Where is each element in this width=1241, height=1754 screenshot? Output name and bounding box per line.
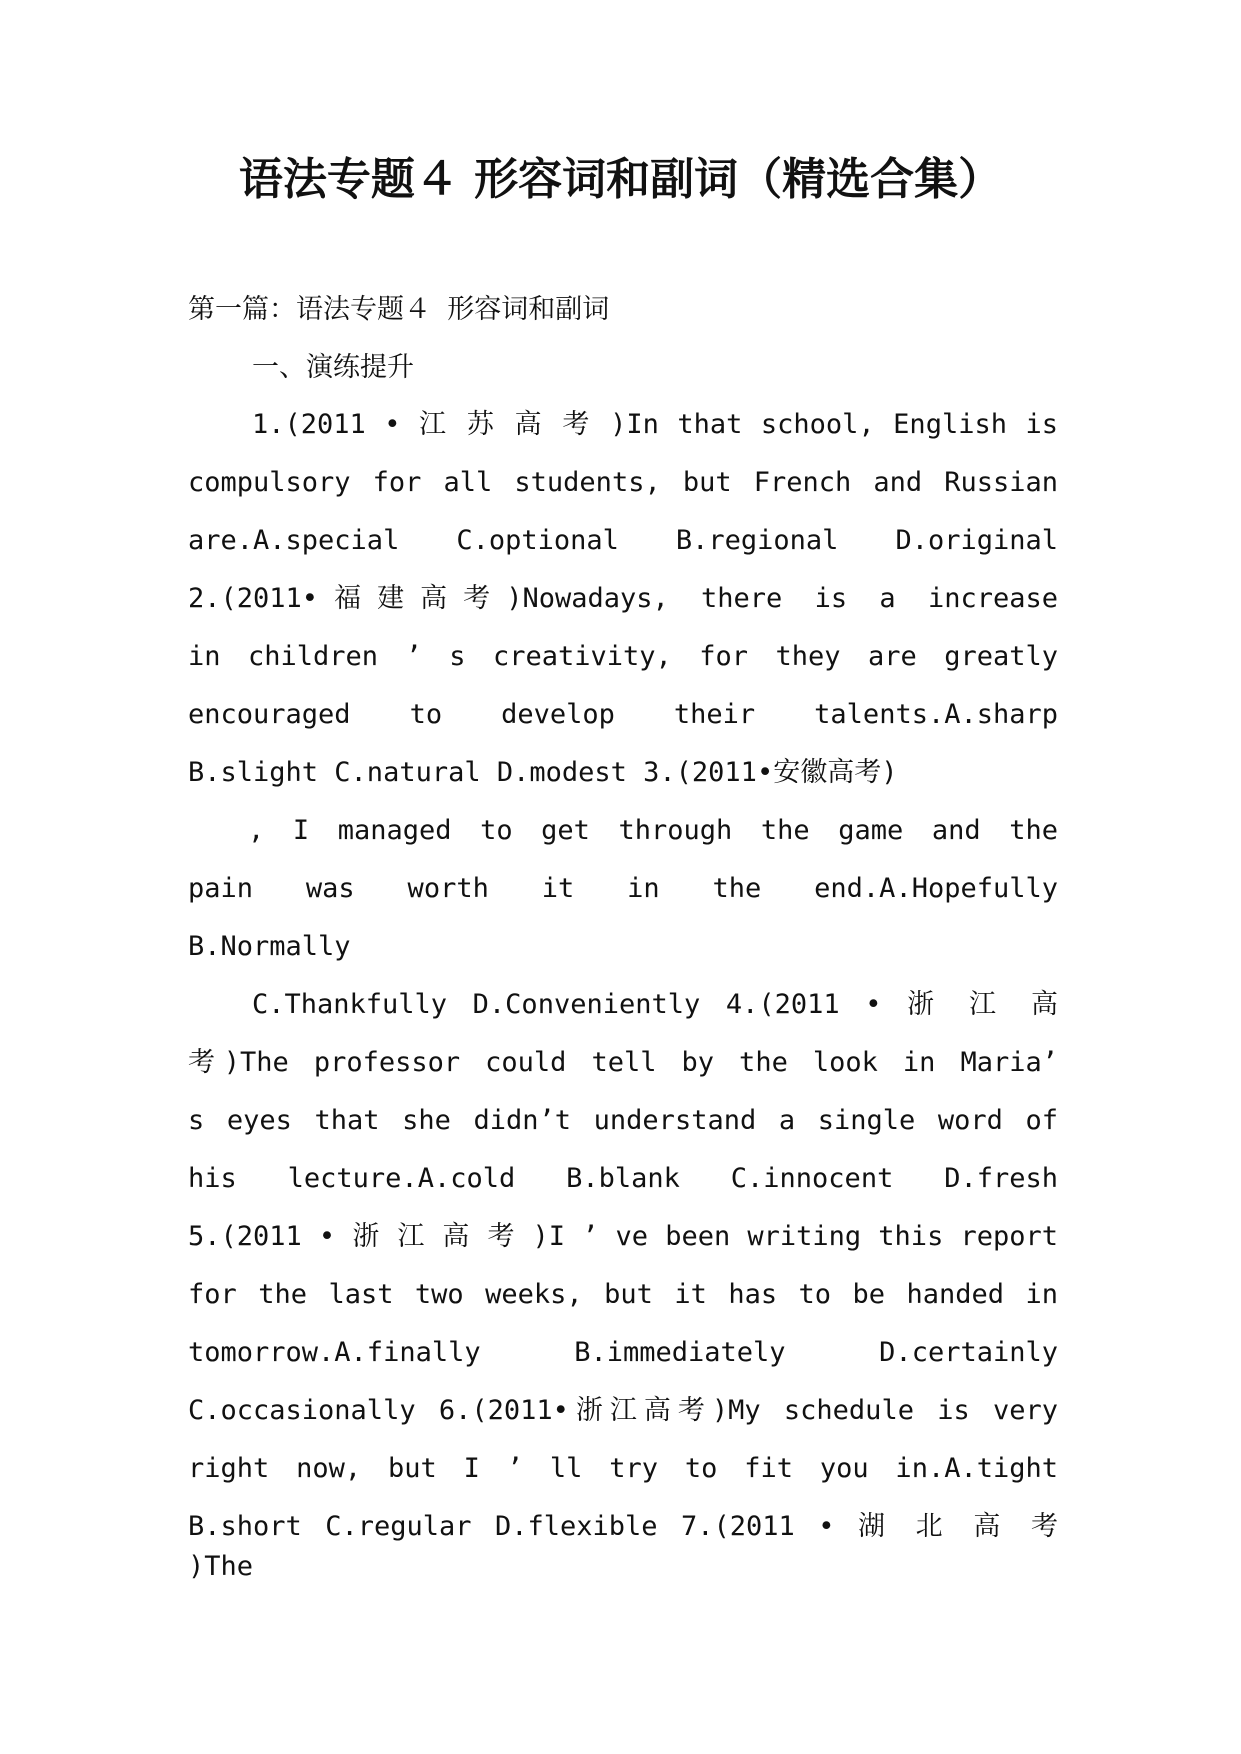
text-line: tomorrow.A.finally B.immediately D.certainly — [188, 1337, 1058, 1368]
text-line: encouraged to develop their talents.A.sharp — [188, 699, 1058, 730]
text-line: , I managed to get through the game and the — [248, 815, 1058, 846]
text-line: 2.(2011•福建高考)Nowadays, there is a increase — [188, 583, 1058, 614]
text-line: B.slight C.natural D.modest 3.(2011•安徽高考) — [188, 757, 898, 788]
text-line: his lecture.A.cold B.blank C.innocent D.fresh — [188, 1163, 1058, 1194]
text-line: in children ’ s creativity, for they are greatly — [188, 641, 1058, 672]
text-line: B.Normally — [188, 931, 351, 962]
text-line: compulsory for all students, but French and Russian — [188, 467, 1058, 498]
text-line: pain was worth it in the end.A.Hopefully — [188, 873, 1058, 904]
text-line: 1.(2011 • 江 苏 高 考 )In that school, English is — [252, 409, 1058, 440]
text-line: right now, but I ’ ll try to fit you in.A.tight — [188, 1453, 1058, 1484]
text-line: are.A.special C.optional B.regional D.original — [188, 525, 1058, 556]
text-line: B.short C.regular D.flexible 7.(2011 • 湖 北 高 考 )The — [188, 1511, 1058, 1582]
text-line: C.occasionally 6.(2011•浙江高考)My schedule is very — [188, 1395, 1058, 1426]
text-line: C.Thankfully D.Conveniently 4.(2011 • 浙 江 高 — [252, 989, 1058, 1020]
text-line: s eyes that she didn’t understand a single word of — [188, 1105, 1058, 1136]
subheading: 一、演练提升 — [252, 352, 414, 383]
text-line: 考)The professor could tell by the look in Maria’ — [188, 1047, 1058, 1078]
text-line: for the last two weeks, but it has to be handed in — [188, 1279, 1058, 1310]
section-heading: 第一篇：语法专题４ 形容词和副词 — [188, 294, 610, 325]
page-title: 语法专题４ 形容词和副词（精选合集） — [238, 154, 1003, 205]
text-line: 5.(2011 • 浙 江 高 考 )I ’ ve been writing this report — [188, 1221, 1058, 1252]
